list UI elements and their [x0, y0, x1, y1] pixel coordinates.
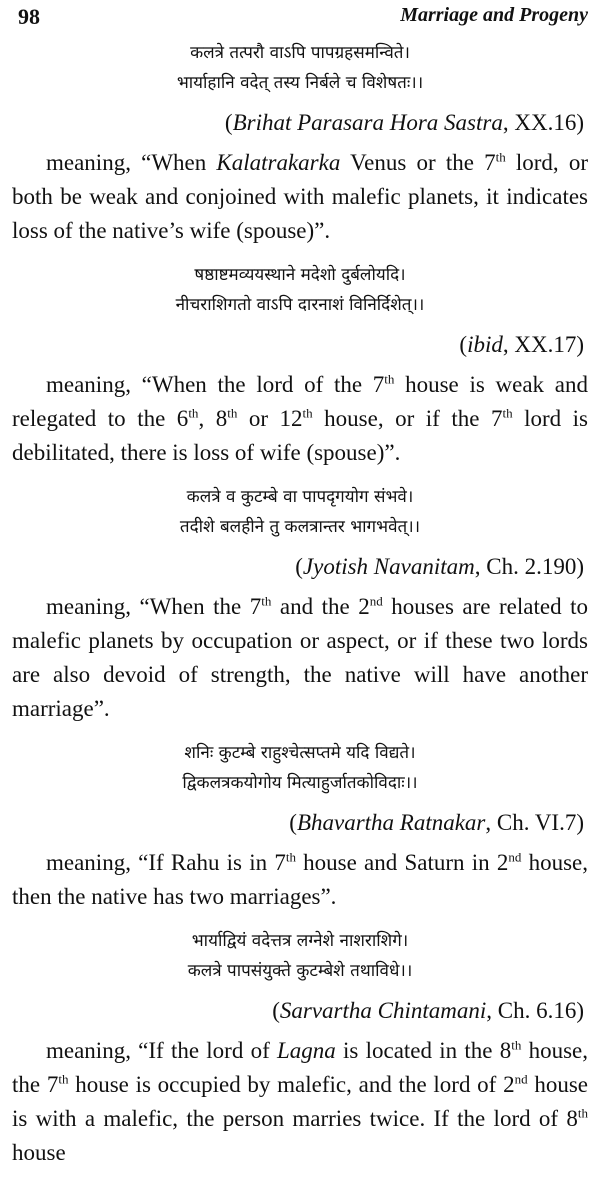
citation-source: Bhavartha Ratnakar — [296, 810, 486, 835]
citation-source: ibid — [467, 332, 503, 357]
verse-line: तदीशे बलहीने तु कलत्रान्तर भागभवेत्।। — [179, 517, 421, 537]
page-header — [0, 0, 600, 36]
citation-reference: , Ch. VI.7) — [485, 810, 584, 835]
citation: (Brihat Parasara Hora Sastra, XX.16) — [224, 110, 584, 135]
citation-reference: , Ch. 6.16) — [486, 998, 584, 1023]
citation: (Bhavartha Ratnakar, Ch. VI.7) — [289, 810, 584, 835]
verse-line: षष्ठाष्टमव्ययस्थाने मदेशो दुर्बलोयदि। — [194, 265, 406, 285]
sanskrit-verse — [12, 38, 588, 98]
meaning-paragraph: meaning, “If Rahu is in 7th house and Saturn in 2nd house, then the native has two marriages”. — [12, 849, 588, 909]
page-body — [12, 38, 588, 1182]
meaning-paragraph: meaning, “When the 7th and the 2nd houses are related to malefic planets by occupation or aspect, or if these two lords are also devoid of strength, the native will have another marriage”. — [12, 593, 589, 721]
meaning-paragraph: meaning, “When the lord of the 7th house is weak and relegated to the 6th, 8th or 12th house, or if the 7th lord is debilitated, there is loss of wife (spouse)”. — [12, 371, 588, 465]
citation-reference: , Ch. 2.190) — [474, 554, 584, 579]
verse-line: भार्याद्वियं वदेत्तत्र लग्नेशे नाशराशिगे। — [191, 931, 409, 951]
meaning-paragraph: meaning, “When Kalatrakarka Venus or the 7th lord, or both be weak and conjoined with malefic planets, it indicates loss of the native’s wife (spouse)”. — [12, 149, 588, 243]
meaning-paragraph: meaning, “If the lord of Lagna is located in the 8th house, the 7th house is occupied by malefic, and the lord of 2nd house is with a malefic, the person marries twice. If the lord of 8th house — [12, 1037, 588, 1165]
sanskrit-verse — [12, 482, 588, 542]
verse-line: नीचराशिगतो वाऽपि दारनाशं विनिर्दिशेत्।। — [175, 295, 425, 315]
citation-source: Brihat Parasara Hora Sastra — [232, 110, 503, 135]
verse-line: भार्याहानि वदेत् तस्य निर्बले च विशेषतः।। — [176, 73, 424, 93]
verse-line: द्विकलत्रकयोगोय मित्याहुर्जातकोविदाः।। — [182, 773, 418, 793]
citation-reference: , XX.16) — [502, 110, 584, 135]
page-number: 98 — [18, 4, 40, 29]
citation-source: Sarvartha Chintamani — [279, 998, 487, 1023]
citation: (Sarvartha Chintamani, Ch. 6.16) — [272, 998, 584, 1023]
verse-line: शनिः कुटम्बे राहुश्चेत्सप्तमे यदि विद्यते। — [184, 743, 416, 763]
verse-line: कलत्रे व कुटम्बे वा पापदृगयोग संभवे। — [186, 487, 414, 507]
sanskrit-verse — [12, 926, 588, 986]
citation-source: Jyotish Navanitam — [302, 554, 475, 579]
sanskrit-verse — [12, 738, 588, 798]
running-head: Marriage and Progeny — [400, 4, 588, 26]
citation-reference: , XX.17) — [502, 332, 584, 357]
citation: (Jyotish Navanitam, Ch. 2.190) — [295, 554, 584, 579]
verse-line: कलत्रे पापसंयुक्ते कुटम्बेशे तथाविधे।। — [187, 961, 413, 981]
citation: (ibid, XX.17) — [459, 332, 584, 357]
verse-line: कलत्रे तत्परौ वाऽपि पापग्रहसमन्विते। — [190, 43, 410, 63]
sanskrit-verse — [12, 260, 588, 320]
